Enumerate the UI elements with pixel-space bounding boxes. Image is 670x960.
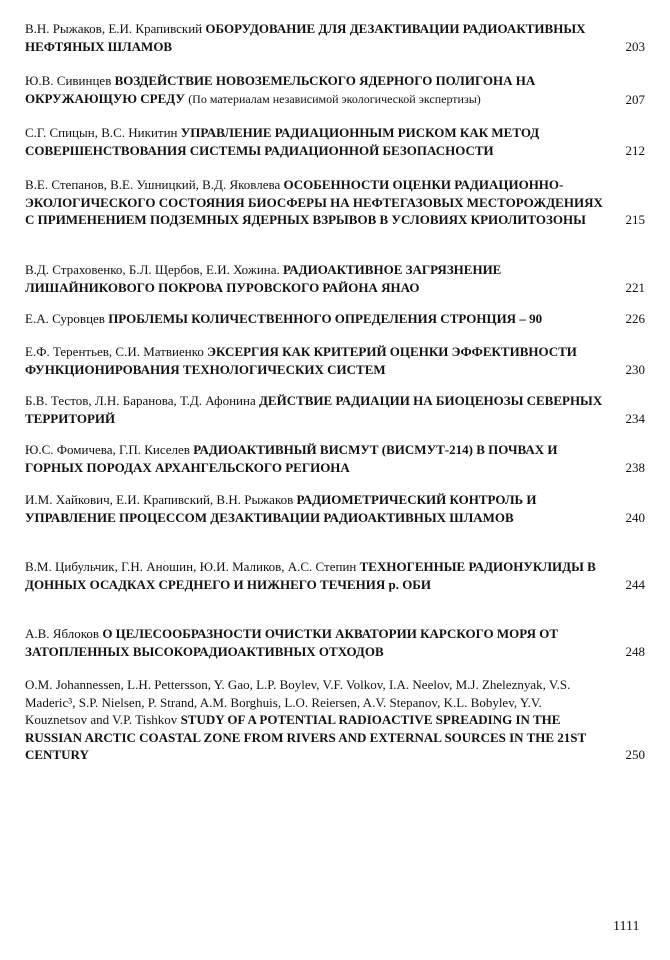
entry-authors: Б.В. Тестов, Л.Н. Баранова, Т.Д. Афонина bbox=[25, 393, 256, 408]
entry-authors: В.Н. Рыжаков, Е.И. Крапивский bbox=[25, 21, 203, 36]
toc-entry bbox=[25, 625, 645, 660]
toc-entry bbox=[25, 261, 645, 296]
entry-title: ДЕЙСТВИЕ РАДИАЦИИ НА БИОЦЕНОЗЫ СЕВЕРНЫХ ТЕРРИТОРИЙ bbox=[25, 393, 603, 426]
entry-authors: В.М. Цибульчик, Г.Н. Аношин, Ю.И. Маликов, А.С. Степин bbox=[25, 559, 357, 574]
entry-page: 226 bbox=[625, 311, 645, 326]
entry-page: 203 bbox=[625, 38, 645, 54]
entry-page: 248 bbox=[625, 643, 645, 659]
entry-page: 234 bbox=[625, 410, 645, 426]
toc-entry bbox=[25, 491, 645, 526]
entry-title: РАДИОАКТИВНОЕ ЗАГРЯЗНЕНИЕ ЛИШАЙНИКОВОГО ПОКРОВА ПУРОВСКОГО РАЙОНА ЯНАО bbox=[25, 262, 502, 295]
entry-page: 215 bbox=[625, 212, 645, 227]
entry-page: 212 bbox=[625, 142, 645, 158]
entry-note: (По материалам независимой экологической экспертизы) bbox=[188, 91, 481, 106]
entry-page: 221 bbox=[625, 279, 645, 295]
entry-authors: В.Д. Страховенко, Б.Л. Щербов, Е.И. Хожина. bbox=[25, 262, 280, 277]
entry-title: РАДИОАКТИВНЫЙ ВИСМУТ (ВИСМУТ-214) В ПОЧВАХ И ГОРНЫХ ПОРОДАХ АРХАНГЕЛЬСКОГО РЕГИОНА bbox=[25, 442, 558, 475]
toc-entry bbox=[25, 441, 645, 476]
entry-authors: В.Е. Степанов, В.Е. Ушницкий, В.Д. Яковлева bbox=[25, 177, 281, 192]
entry-authors: Ю.С. Фомичева, Г.П. Киселев bbox=[25, 442, 190, 457]
toc-entry bbox=[25, 176, 645, 229]
entry-title: ОБОРУДОВАНИЕ ДЛЯ ДЕЗАКТИВАЦИИ РАДИОАКТИВНЫХ НЕФТЯНЫХ ШЛАМОВ bbox=[25, 21, 586, 54]
entry-authors: И.М. Хайкович, Е.И. Крапивский, В.Н. Рыжаков bbox=[25, 492, 294, 507]
entry-title: ВОЗДЕЙСТВИЕ НОВОЗЕМЕЛЬСКОГО ЯДЕРНОГО ПОЛИГОНА НА ОКРУЖАЮЩУЮ СРЕДУ bbox=[25, 73, 536, 106]
entry-authors: Е.А. Суровцев bbox=[25, 311, 105, 326]
entry-page: 240 bbox=[625, 509, 645, 525]
toc-entry bbox=[25, 558, 645, 593]
page-number: 1111 bbox=[613, 919, 640, 934]
toc-entry bbox=[25, 343, 645, 378]
entry-authors: А.В. Яблоков bbox=[25, 626, 100, 641]
entry-title: STUDY OF A POTENTIAL RADIOACTIVE SPREADING IN THE RUSSIAN ARCTIC COASTAL ZONE FROM RIVERS AND EXTERNAL SOURCES IN THE 21ST CENTURY bbox=[25, 712, 586, 762]
toc-entry bbox=[25, 392, 645, 427]
entry-title: РАДИОМЕТРИЧЕСКИЙ КОНТРОЛЬ И УПРАВЛЕНИЕ ПРОЦЕССОМ ДЕЗАКТИВАЦИИ РАДИОАКТИВНЫХ ШЛАМОВ bbox=[25, 492, 537, 525]
entry-page: 244 bbox=[625, 576, 645, 592]
toc-entry bbox=[25, 20, 645, 55]
entry-title: ЭКСЕРГИЯ КАК КРИТЕРИЙ ОЦЕНКИ ЭФФЕКТИВНОСТИ ФУНКЦИОНИРОВАНИЯ ТЕХНОЛОГИЧЕСКИХ СИСТЕМ bbox=[25, 344, 577, 377]
entry-title: УПРАВЛЕНИЕ РАДИАЦИОННЫМ РИСКОМ КАК МЕТОД СОВЕРШЕНСТВОВАНИЯ СИСТЕМЫ РАДИАЦИОННОЙ БЕЗОПАСНОСТИ bbox=[25, 125, 540, 158]
entry-title: ОСОБЕННОСТИ ОЦЕНКИ РАДИАЦИОННО-ЭКОЛОГИЧЕСКОГО СОСТОЯНИЯ БИОСФЕРЫ НА НЕФТЕГАЗОВЫХ МЕСТОРОЖДЕНИЯХ С ПРИМЕНЕНИЕМ ПОДЗЕМНЫХ ЯДЕРНЫХ ВЗРЫВОВ В УСЛОВИЯХ КРИОЛИТОЗОНЫ bbox=[25, 177, 603, 227]
entry-title: ПРОБЛЕМЫ КОЛИЧЕСТВЕННОГО ОПРЕДЕЛЕНИЯ СТРОНЦИЯ – 90 bbox=[108, 311, 543, 326]
entry-page: 238 bbox=[625, 459, 645, 475]
entry-authors: С.Г. Спицын, В.С. Никитин bbox=[25, 125, 178, 140]
entry-page: 207 bbox=[625, 91, 645, 107]
entry-authors: Ю.В. Сивинцев bbox=[25, 73, 112, 88]
toc-entry bbox=[25, 676, 645, 764]
toc-entry bbox=[25, 124, 645, 159]
entry-page: 250 bbox=[625, 747, 645, 762]
toc-entry bbox=[25, 72, 645, 108]
entry-title: О ЦЕЛЕСООБРАЗНОСТИ ОЧИСТКИ АКВАТОРИИ КАРСКОГО МОРЯ ОТ ЗАТОПЛЕННЫХ ВЫСОКОРАДИОАКТИВНЫХ ОТХОДОВ bbox=[25, 626, 559, 659]
entry-authors: Е.Ф. Терентьев, С.И. Матвиенко bbox=[25, 344, 204, 359]
entry-authors: O.M. Johannessen, L.H. Pettersson, Y. Gao, L.P. Boylev, V.F. Volkov, I.A. Neelov, M.J. Zheleznyak, V.S. Maderic³, S.P. Nielsen, P. Strand, A.M. Borghuis, L.O. Reiersen, A.V. Stepanov, K.L. Bobylev, Y.V. Kouznetsov and V.P. Tishkov bbox=[25, 677, 571, 727]
entry-page: 230 bbox=[625, 361, 645, 377]
toc-entry bbox=[25, 310, 645, 328]
entry-title: ТЕХНОГЕННЫЕ РАДИОНУКЛИДЫ В ДОННЫХ ОСАДКАХ СРЕДНЕГО И НИЖНЕГО ТЕЧЕНИЯ р. ОБИ bbox=[25, 559, 596, 592]
